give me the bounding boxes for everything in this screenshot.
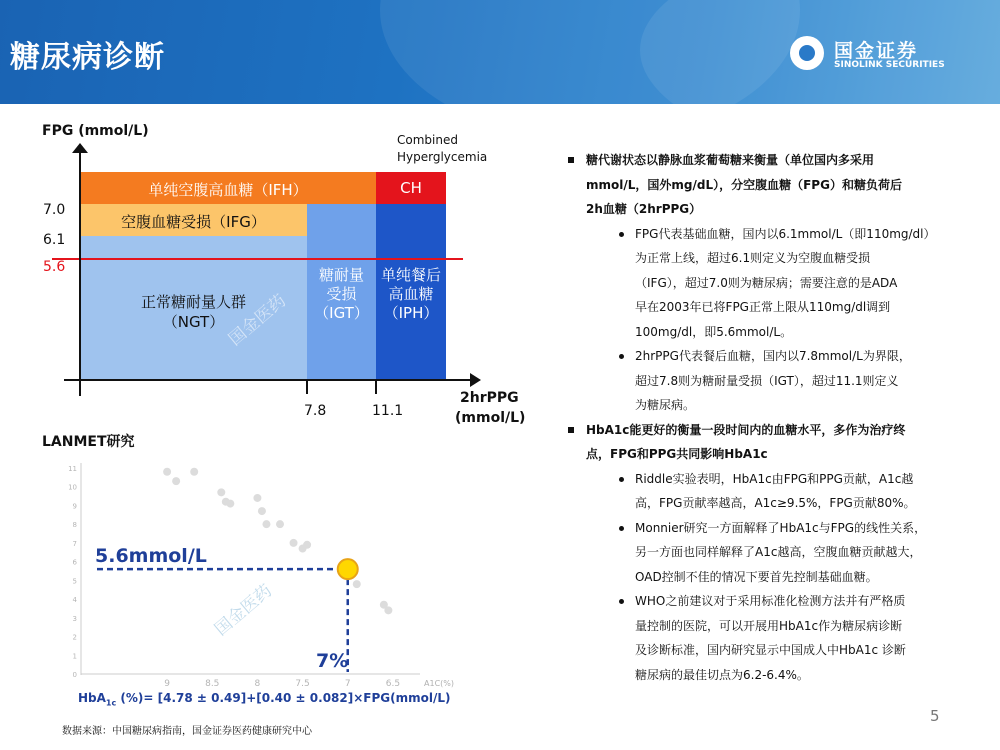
page-title: 糖尿病诊断 — [10, 40, 165, 75]
watermark-bottom: 国金医药 — [211, 580, 277, 640]
sub-bullet-line: 为糖尿病。 — [635, 398, 696, 412]
x-tick-mark — [306, 380, 308, 394]
scatter-y-tick-label: 9 — [72, 502, 77, 511]
y-tick-7-0: 7.0 — [43, 202, 66, 218]
bullet-1-sub-fpg — [565, 222, 975, 345]
formula-prefix: HbA — [78, 691, 106, 705]
fpg-annotation: 5.6mmol/L — [95, 545, 207, 567]
x-tick-7-8: 7.8 — [304, 403, 327, 419]
sub-bullet-line: OAD控制不佳的情况下要首先控制基础血糖。 — [635, 569, 878, 584]
scatter-x-tick-label: 9 — [164, 679, 170, 689]
scatter-x-ticks — [164, 679, 400, 689]
formula-body: (%)= [4.78 ± 0.49]+[0.40 ± 0.082]×FPG(mmol/L) — [116, 691, 451, 705]
sub-bullet-line: 2hrPPG代表餐后血糖，国内以7.8mmol/L为界限， — [635, 349, 911, 363]
x-axis-label-line2: (mmol/L) — [455, 410, 526, 426]
y-axis-line — [79, 150, 81, 396]
bullet-2-sub-riddle — [565, 467, 975, 516]
ngt-label-line2: （NGT） — [162, 313, 225, 331]
scatter-point — [290, 539, 298, 547]
bullet-1 — [565, 148, 975, 222]
scatter-y-tick-label: 1 — [72, 652, 77, 661]
scatter-y-tick-label: 7 — [72, 539, 77, 548]
igt-label-line1: 糖耐量 — [318, 266, 364, 284]
watermark-top: 国金医药 — [225, 290, 291, 350]
ngt-label-line1: 正常糖耐量人群 — [140, 293, 246, 311]
scatter-y-tick-label: 0 — [72, 671, 77, 679]
sub-bullet-line: 糖尿病的最佳切点为6.2-6.4%。 — [635, 667, 809, 682]
y-tick-6-1: 6.1 — [43, 232, 66, 248]
bullet-2-sub-monnier — [565, 516, 975, 590]
bullet-1-line: 2h血糖（2hrPPG） — [586, 202, 702, 216]
sub-bullet-line: Riddle实验表明，HbA1c由FPG和PPG贡献，A1c越 — [635, 471, 914, 486]
scatter-points — [163, 468, 392, 615]
iph-label-line1: 单纯餐后 — [380, 266, 441, 284]
scatter-point — [226, 500, 234, 508]
iph-label-line2: 高血糖 — [388, 285, 434, 303]
scatter-point — [172, 477, 180, 485]
sub-bullet-line: 100mg/dl，即5.6mmol/L。 — [635, 324, 793, 339]
scatter-x-tick-label: 7.5 — [295, 679, 310, 689]
scatter-point — [303, 541, 311, 549]
igt-label-line2: 受损 — [326, 285, 357, 303]
x-axis-line — [64, 379, 472, 381]
sub-bullet-line: WHO之前建议对于采用标准化检测方法并有严格质 — [635, 594, 906, 608]
ch-label: CH — [400, 179, 422, 197]
scatter-x-tick-label: 8 — [254, 679, 261, 689]
ifh-label: 单纯空腹高血糖（IFH） — [148, 181, 308, 199]
x-axis-label-line1: 2hrPPG — [460, 390, 519, 406]
scatter-x-tick-label: 6.5 — [385, 679, 401, 689]
bullet-2-line: 点，FPG和PPG共同影响HbA1c — [586, 447, 768, 461]
scatter-y-ticks — [68, 465, 77, 679]
scatter-y-tick-label: 5 — [72, 577, 77, 586]
bullet-2-line: HbA1c能更好的衡量一段时间内的血糖水平，多作为治疗终 — [586, 422, 906, 437]
y-axis-label: FPG (mmol/L) — [42, 123, 149, 139]
scatter-point — [262, 520, 270, 528]
sub-bullet-line: 高，FPG贡献率越高，A1c≥9.5%，FPG贡献80%。 — [635, 496, 916, 510]
y-axis-arrow-icon — [72, 143, 88, 153]
scatter-y-tick-label: 11 — [68, 465, 77, 473]
bullet-2 — [565, 418, 975, 467]
sub-bullet-line: FPG代表基础血糖，国内以6.1mmol/L（即110mg/dl） — [635, 226, 936, 241]
sub-bullet-line: （IFG），超过7.0则为糖尿病；需要注意的是ADA — [635, 275, 898, 290]
scatter-y-tick-label: 6 — [72, 558, 77, 567]
scatter-plot — [60, 455, 480, 695]
scatter-point — [258, 507, 266, 515]
bullet-2-sub-who — [565, 589, 975, 687]
data-source: 数据来源：中国糖尿病指南，国金证券医药健康研究中心 — [62, 726, 312, 737]
x-tick-11-1: 11.1 — [372, 403, 404, 419]
page-number: 5 — [930, 707, 940, 725]
scatter-x-tick-label: 8.5 — [205, 679, 220, 689]
scatter-y-tick-label: 3 — [72, 614, 77, 623]
scatter-y-tick-label: 8 — [72, 521, 77, 530]
scatter-y-tick-label: 10 — [68, 483, 77, 492]
a1c-annotation: 7% — [316, 650, 349, 672]
sub-bullet-line: 及诊断标准，国内研究显示中国成人中HbA1c 诊断 — [635, 643, 906, 657]
formula-subscript: 1c — [105, 698, 117, 708]
highlight-point — [338, 559, 358, 579]
sinolink-logo-icon — [790, 36, 824, 70]
scatter-x-tick-label: 7 — [344, 679, 351, 689]
scatter-point — [384, 606, 392, 614]
scatter-x-axis-label: A1C(%) — [424, 679, 454, 688]
sub-bullet-line: 另一方面也同样解释了A1c越高，空腹血糖贡献越大， — [635, 545, 922, 559]
scatter-point — [353, 580, 361, 588]
scatter-point — [217, 488, 225, 496]
logo-text-en: SINOLINK SECURITIES — [834, 60, 945, 70]
combined-label-line1: Combined — [397, 133, 458, 147]
bullet-1-sub-ppg — [565, 344, 975, 418]
scatter-y-tick-label: 2 — [72, 633, 77, 642]
scatter-title: LANMET研究 — [42, 434, 135, 450]
sub-bullet-line: Monnier研究一方面解释了HbA1c与FPG的线性关系， — [635, 520, 927, 535]
hba1c-formula — [78, 691, 451, 707]
scatter-point — [163, 468, 171, 476]
bullet-1-line: mmol/L，国外mg/dL），分空腹血糖（FPG）和糖负荷后 — [586, 177, 902, 192]
scatter-point — [276, 520, 284, 528]
iph-label-line3: （IPH） — [383, 304, 439, 322]
sub-bullet-line: 量控制的医院，可以开展用HbA1c作为糖尿病诊断 — [635, 618, 903, 633]
bullet-1-line: 糖代谢状态以静脉血浆葡萄糖来衡量（单位国内多采用 — [586, 153, 875, 167]
y-tick-5-6: 5.6 — [43, 259, 66, 275]
combined-label-line2: Hyperglycemia — [397, 150, 488, 164]
scatter-y-tick-label: 4 — [72, 596, 77, 605]
threshold-5-6-line — [52, 258, 463, 260]
igt-label-line3: （IGT） — [314, 304, 369, 322]
x-axis-arrow-icon — [470, 373, 481, 387]
sub-bullet-line: 超过7.8则为糖耐量受损（IGT），超过11.1则定义 — [635, 373, 899, 388]
ifg-label: 空腹血糖受损（IFG） — [121, 213, 266, 231]
bullet-section — [565, 148, 975, 687]
scatter-point — [253, 494, 261, 502]
sub-bullet-line: 早在2003年已将FPG正常上限从110mg/dl调到 — [635, 300, 891, 314]
x-tick-mark — [375, 380, 377, 394]
logo-text-cn: 国金证券 — [834, 40, 919, 62]
scatter-point — [190, 468, 198, 476]
sub-bullet-line: 为正常上线，超过6.1则定义为空腹血糖受损 — [635, 251, 871, 265]
